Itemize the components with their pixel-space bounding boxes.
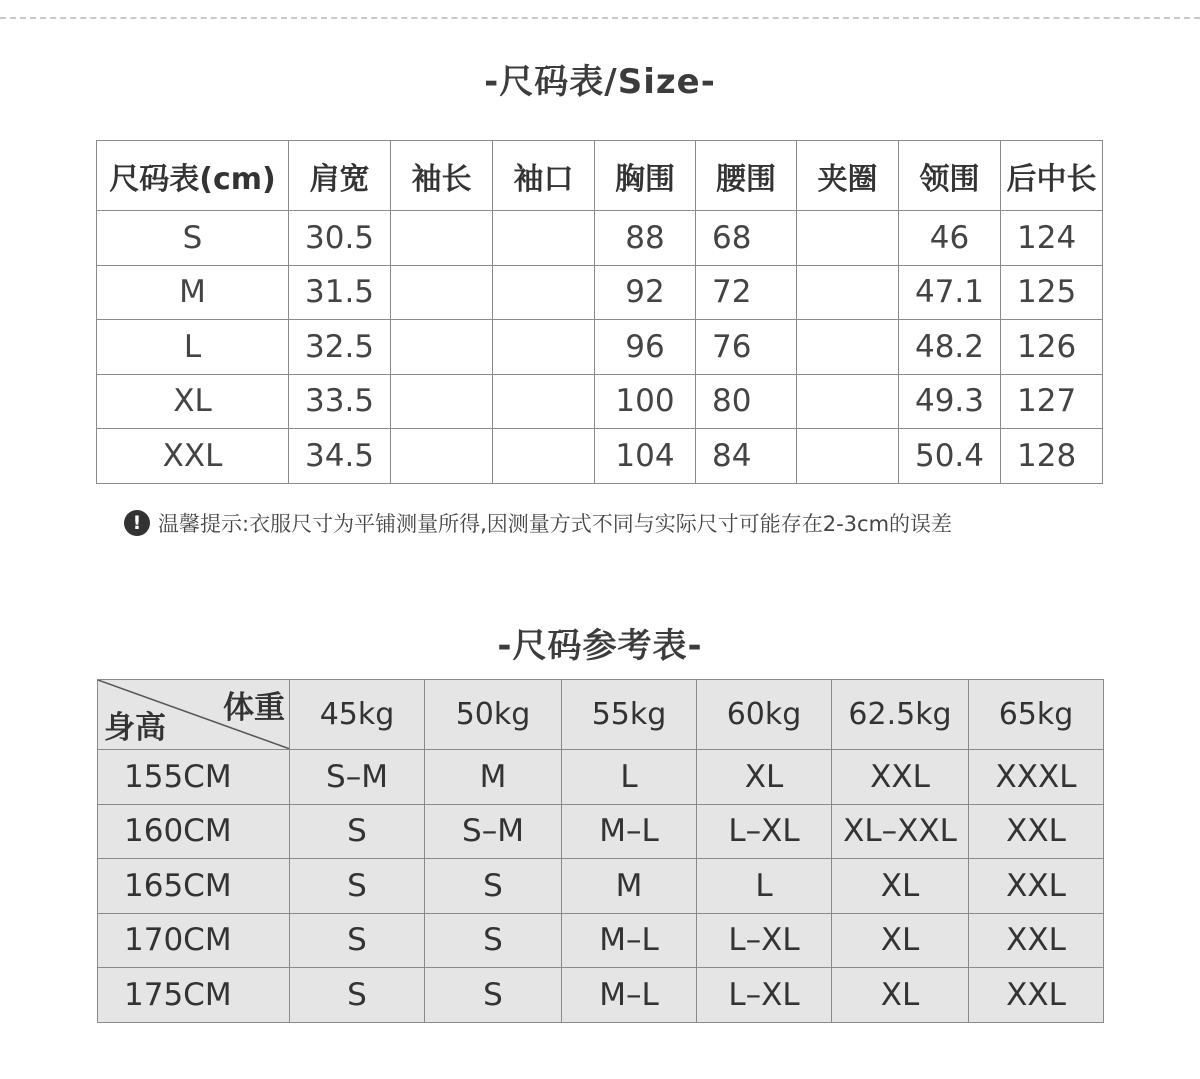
size-label-cell: S bbox=[97, 211, 289, 266]
notice-text: 温馨提示:衣服尺寸为平铺测量所得,因测量方式不同与实际尺寸可能存在2-3cm的误差 bbox=[158, 512, 953, 536]
size-recommendation-cell: XL bbox=[832, 859, 969, 914]
table-cell: 104 bbox=[595, 429, 696, 484]
table-cell: 68 bbox=[696, 211, 797, 266]
table-cell: 46 bbox=[899, 211, 1001, 266]
table-cell: 33.5 bbox=[289, 374, 391, 429]
size-recommendation-cell: XXXL bbox=[969, 750, 1104, 805]
height-label-cell: 170CM bbox=[98, 913, 290, 968]
table-cell bbox=[797, 429, 899, 484]
size-recommendation-cell: L–XL bbox=[697, 913, 832, 968]
table-row bbox=[97, 211, 1103, 266]
table-cell: 72 bbox=[696, 265, 797, 320]
header-size-cm: 尺码表(cm) bbox=[97, 141, 289, 211]
size-recommendation-cell: L–XL bbox=[697, 804, 832, 859]
table-cell bbox=[493, 429, 595, 484]
height-label-cell: 165CM bbox=[98, 859, 290, 914]
size-recommendation-cell: XXL bbox=[969, 968, 1104, 1023]
size-reference-title: -尺码参考表- bbox=[497, 626, 703, 666]
size-recommendation-cell: S bbox=[290, 913, 425, 968]
table-cell: 128 bbox=[1001, 429, 1103, 484]
size-recommendation-cell: S bbox=[425, 968, 562, 1023]
height-label-cell: 160CM bbox=[98, 804, 290, 859]
height-label-cell: 155CM bbox=[98, 750, 290, 805]
header-back-length: 后中长 bbox=[1001, 141, 1103, 211]
table-cell: 84 bbox=[696, 429, 797, 484]
corner-height-label: 身高 bbox=[104, 710, 166, 746]
size-recommendation-cell: L–XL bbox=[697, 968, 832, 1023]
weight-header: 62.5kg bbox=[832, 680, 969, 750]
size-recommendation-cell: L bbox=[562, 750, 697, 805]
size-recommendation-cell: M bbox=[425, 750, 562, 805]
table-row bbox=[97, 320, 1103, 375]
table-row bbox=[97, 374, 1103, 429]
weight-header: 50kg bbox=[425, 680, 562, 750]
table-row bbox=[98, 859, 1104, 914]
table-cell: 30.5 bbox=[289, 211, 391, 266]
table-cell: 125 bbox=[1001, 265, 1103, 320]
top-dashed-divider bbox=[0, 17, 1200, 19]
size-recommendation-cell: M bbox=[562, 859, 697, 914]
table-row bbox=[98, 913, 1104, 968]
table-cell: 96 bbox=[595, 320, 696, 375]
header-sleeve-length: 袖长 bbox=[391, 141, 493, 211]
table-cell bbox=[797, 320, 899, 375]
table-cell: 80 bbox=[696, 374, 797, 429]
header-chest: 胸围 bbox=[595, 141, 696, 211]
table-row bbox=[98, 750, 1104, 805]
table-cell bbox=[391, 374, 493, 429]
table-cell: 124 bbox=[1001, 211, 1103, 266]
table-cell: 48.2 bbox=[899, 320, 1001, 375]
size-header-row bbox=[97, 141, 1103, 211]
table-cell: 100 bbox=[595, 374, 696, 429]
table-row bbox=[97, 429, 1103, 484]
table-cell: 34.5 bbox=[289, 429, 391, 484]
table-row bbox=[98, 804, 1104, 859]
header-armhole: 夹圈 bbox=[797, 141, 899, 211]
table-cell bbox=[493, 320, 595, 375]
size-recommendation-cell: XXL bbox=[832, 750, 969, 805]
size-recommendation-cell: XL bbox=[697, 750, 832, 805]
table-cell bbox=[797, 374, 899, 429]
table-cell bbox=[797, 211, 899, 266]
table-row bbox=[97, 265, 1103, 320]
size-recommendation-cell: XXL bbox=[969, 804, 1104, 859]
size-chart-title: -尺码表/Size- bbox=[484, 62, 716, 102]
size-recommendation-cell: M–L bbox=[562, 804, 697, 859]
table-cell: 127 bbox=[1001, 374, 1103, 429]
height-label-cell: 175CM bbox=[98, 968, 290, 1023]
size-recommendation-cell: S bbox=[290, 968, 425, 1023]
table-cell: 88 bbox=[595, 211, 696, 266]
size-label-cell: L bbox=[97, 320, 289, 375]
size-chart-table bbox=[96, 140, 1103, 484]
table-cell: 47.1 bbox=[899, 265, 1001, 320]
size-label-cell: XXL bbox=[97, 429, 289, 484]
ref-header-row bbox=[98, 680, 1104, 750]
size-recommendation-cell: XXL bbox=[969, 859, 1104, 914]
table-cell: 49.3 bbox=[899, 374, 1001, 429]
table-cell bbox=[493, 265, 595, 320]
size-recommendation-cell: S–M bbox=[425, 804, 562, 859]
notice bbox=[124, 508, 952, 538]
weight-header: 60kg bbox=[697, 680, 832, 750]
header-cuff: 袖口 bbox=[493, 141, 595, 211]
table-cell bbox=[391, 320, 493, 375]
size-recommendation-cell: L bbox=[697, 859, 832, 914]
corner-cell bbox=[98, 680, 290, 750]
size-recommendation-cell: M–L bbox=[562, 913, 697, 968]
header-shoulder: 肩宽 bbox=[289, 141, 391, 211]
table-cell bbox=[391, 211, 493, 266]
size-recommendation-cell: XL bbox=[832, 968, 969, 1023]
size-recommendation-cell: XL–XXL bbox=[832, 804, 969, 859]
size-recommendation-cell: M–L bbox=[562, 968, 697, 1023]
table-cell: 76 bbox=[696, 320, 797, 375]
table-cell: 126 bbox=[1001, 320, 1103, 375]
table-cell bbox=[797, 265, 899, 320]
weight-header: 55kg bbox=[562, 680, 697, 750]
exclamation-icon: ! bbox=[124, 510, 150, 536]
table-cell: 31.5 bbox=[289, 265, 391, 320]
table-cell: 32.5 bbox=[289, 320, 391, 375]
size-recommendation-cell: S bbox=[425, 859, 562, 914]
table-row bbox=[98, 968, 1104, 1023]
table-cell bbox=[493, 374, 595, 429]
header-collar: 领围 bbox=[899, 141, 1001, 211]
table-cell: 92 bbox=[595, 265, 696, 320]
size-recommendation-cell: XXL bbox=[969, 913, 1104, 968]
size-label-cell: M bbox=[97, 265, 289, 320]
size-label-cell: XL bbox=[97, 374, 289, 429]
weight-header: 45kg bbox=[290, 680, 425, 750]
table-cell: 50.4 bbox=[899, 429, 1001, 484]
size-recommendation-cell: S bbox=[425, 913, 562, 968]
header-waist: 腰围 bbox=[696, 141, 797, 211]
weight-header: 65kg bbox=[969, 680, 1104, 750]
table-cell bbox=[493, 211, 595, 266]
corner-weight-label: 体重 bbox=[223, 690, 285, 726]
size-recommendation-cell: S–M bbox=[290, 750, 425, 805]
size-recommendation-cell: XL bbox=[832, 913, 969, 968]
size-recommendation-cell: S bbox=[290, 804, 425, 859]
size-recommendation-cell: S bbox=[290, 859, 425, 914]
size-reference-table bbox=[97, 679, 1104, 1023]
table-cell bbox=[391, 265, 493, 320]
table-cell bbox=[391, 429, 493, 484]
